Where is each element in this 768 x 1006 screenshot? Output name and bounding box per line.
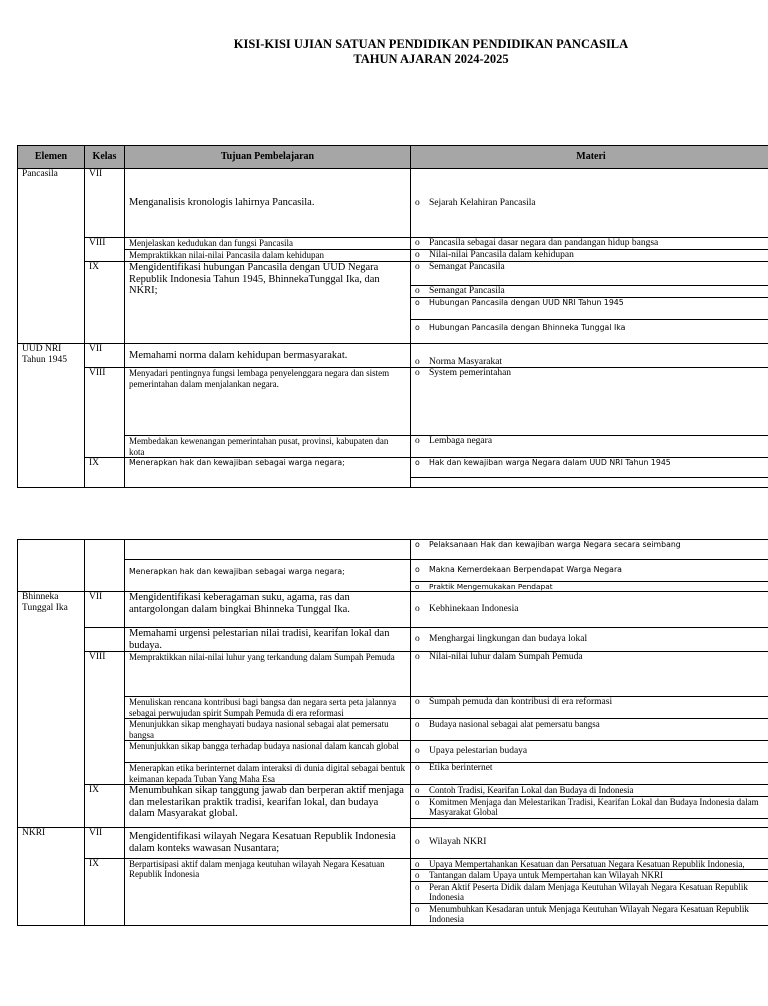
tujuan-cell: Membedakan kewenangan pemerintahan pusat, provinsi, kabupaten dan kota: [125, 436, 411, 458]
tujuan-cell: Menerapkan etika berinternet dalam interaksi di dunia digital sebagai bentuk keimanan kepada Tuban Yang Maha Esa: [125, 763, 411, 785]
materi-cell: o Menumbuhkan Kesadaran untuk Menjaga Keutuhan Wilayah Negara Kesatuan Republik Indonesia: [411, 903, 768, 925]
materi-cell: o Budaya nasional sebagai alat pemersatu bangsa: [411, 719, 768, 741]
document-title-line-2: TAHUN AJARAN 2024-2025: [353, 52, 509, 66]
kelas-cell: VII: [85, 592, 125, 628]
tujuan-cell: Menganalisis kronologis lahirnya Pancasila.: [125, 169, 411, 238]
kelas-cell: VII: [85, 344, 125, 368]
elemen-cell: Pancasila: [18, 169, 85, 344]
materi-cell: o Kebhinekaan Indonesia: [411, 592, 768, 628]
tujuan-cell: Menumbuhkan sikap tanggung jawab dan berperan aktif menjaga dan melestarikan praktik tradisi, kearifan lokal, dan budaya dalam Masyarakat global.: [125, 785, 411, 828]
kelas-cell: VII: [85, 827, 125, 858]
kisi-kisi-table-part-1: [17, 145, 768, 488]
kelas-cell: VIII: [85, 652, 125, 785]
materi-cell: o Upaya pelestarian budaya: [411, 741, 768, 763]
tujuan-cell: Mempraktikkan nilai-nilai Pancasila dalam kehidupan: [125, 250, 411, 262]
materi-cell: o Pancasila sebagai dasar negara dan pandangan hidup bangsa: [411, 238, 768, 250]
tujuan-cell: Menerapkan hak dan kewajiban sebagai warga negara;: [125, 458, 411, 488]
materi-cell: o Wilayah NKRI: [411, 827, 768, 858]
tujuan-cell-empty: [125, 540, 411, 560]
materi-cell: o Menghargai lingkungan dan budaya lokal: [411, 628, 768, 652]
elemen-cell-empty: [18, 540, 85, 592]
kelas-cell: VIII: [85, 238, 125, 262]
materi-cell: o Hubungan Pancasila dengan UUD NRI Tahun 1945 o Hubungan Pancasila dengan Bhinneka Tunggal Ika: [411, 298, 768, 344]
tujuan-cell: Menuliskan rencana kontribusi bagi bangsa dan negara serta peta jalannya sebagai perwujudan spirit Sumpah Pemuda di era reformasi: [125, 697, 411, 719]
materi-cell: o Pelaksanaan Hak dan kewajiban warga Negara secara seimbang: [411, 540, 768, 560]
tujuan-cell: Menjelaskan kedudukan dan fungsi Pancasila: [125, 238, 411, 250]
materi-cell: o Etika berinternet: [411, 763, 768, 785]
kelas-cell: VIII: [85, 368, 125, 458]
elemen-cell: Bhinneka Tunggal Ika: [18, 592, 85, 828]
kelas-cell: IX: [85, 262, 125, 344]
header-materi: Materi: [411, 146, 768, 169]
kisi-kisi-table-part-2: [17, 539, 768, 926]
tujuan-cell: Mengidentifikasi hubungan Pancasila dengan UUD Negara Republik Indonesia Tahun 1945, BhinnekaTunggal Ika, dan NKRI;: [125, 262, 411, 344]
kelas-cell-empty: [85, 628, 125, 652]
materi-cell-empty: [411, 818, 768, 827]
tujuan-cell: Memahami norma dalam kehidupan bermasyarakat.: [125, 344, 411, 368]
materi-cell: o Praktik Mengemukakan Pendapat: [411, 582, 768, 592]
document-title-line-1: KISI-KISI UJIAN SATUAN PENDIDIKAN PENDIDIKAN PANCASILA: [233, 37, 629, 51]
materi-cell: o Contoh Tradisi, Kearifan Lokal dan Budaya di Indonesia: [411, 785, 768, 797]
tujuan-cell: Mengidentifikasi keberagaman suku, agama, ras dan antargolongan dalam bingkai Bhinneka Tunggal Ika.: [125, 592, 411, 628]
materi-cell: o System pemerintahan: [411, 368, 768, 436]
materi-cell: o Norma Masyarakat: [411, 344, 768, 368]
kelas-cell: VII: [85, 169, 125, 238]
materi-cell: o Komitmen Menjaga dan Melestarikan Tradisi, Kearifan Lokal dan Budaya Indonesia dalam Masyarakat Global: [411, 796, 768, 818]
header-tujuan: Tujuan Pembelajaran: [125, 146, 411, 169]
tujuan-cell: Menunjukkan sikap menghayati budaya nasional sebagai alat pemersatu bangsa: [125, 719, 411, 741]
tujuan-cell: Mengidentifikasi wilayah Negara Kesatuan Republik Indonesia dalam konteks wawasan Nusantara;: [125, 827, 411, 858]
header-elemen: Elemen: [18, 146, 85, 169]
materi-cell: o Peran Aktif Peserta Didik dalam Menjaga Keutuhan Wilayah Negara Kesatuan Republik Indonesia: [411, 881, 768, 903]
header-kelas: Kelas: [85, 146, 125, 169]
materi-cell: o Hak dan kewajiban warga Negara dalam UUD NRI Tahun 1945: [411, 458, 768, 478]
kelas-cell-empty: [85, 540, 125, 592]
materi-cell: o Semangat Pancasila: [411, 286, 768, 298]
materi-cell-empty: [411, 478, 768, 488]
materi-cell: o Upaya Mempertahankan Kesatuan dan Persatuan Negara Kesatuan Republik Indonesia,: [411, 858, 768, 870]
tujuan-cell: Mempraktikkan nilai-nilai luhur yang terkandung dalam Sumpah Pemuda: [125, 652, 411, 697]
elemen-cell: NKRI: [18, 827, 85, 925]
kelas-cell: IX: [85, 858, 125, 925]
kelas-cell: IX: [85, 458, 125, 488]
materi-cell: o Sumpah pemuda dan kontribusi di era reformasi: [411, 697, 768, 719]
kelas-cell: IX: [85, 785, 125, 828]
materi-cell: o Semangat Pancasila: [411, 262, 768, 286]
tujuan-cell: Menyadari pentingnya fungsi lembaga penyelenggara negara dan sistem pemerintahan dalam menjalankan negara.: [125, 368, 411, 436]
materi-cell: o Lembaga negara: [411, 436, 768, 458]
materi-cell: o Tantangan dalam Upaya untuk Mempertahan kan Wilayah NKRI: [411, 870, 768, 882]
materi-cell: o Nilai-nilai Pancasila dalam kehidupan: [411, 250, 768, 262]
materi-cell: o Nilai-nilai luhur dalam Sumpah Pemuda: [411, 652, 768, 697]
tujuan-cell: Memahami urgensi pelestarian nilai tradisi, kearifan lokal dan budaya.: [125, 628, 411, 652]
materi-cell: o Makna Kemerdekaan Berpendapat Warga Negara: [411, 560, 768, 582]
elemen-cell: UUD NRI Tahun 1945: [18, 344, 85, 488]
tujuan-cell: Menunjukkan sikap bangga terhadap budaya nasional dalam kancah global: [125, 741, 411, 763]
materi-cell: o Sejarah Kelahiran Pancasila: [411, 169, 768, 238]
tujuan-cell: Berpartisipasi aktif dalam menjaga keutuhan wilayah Negara Kesatuan Republik Indonesia: [125, 858, 411, 925]
tujuan-cell: Menerapkan hak dan kewajiban sebagai warga negara;: [125, 560, 411, 592]
